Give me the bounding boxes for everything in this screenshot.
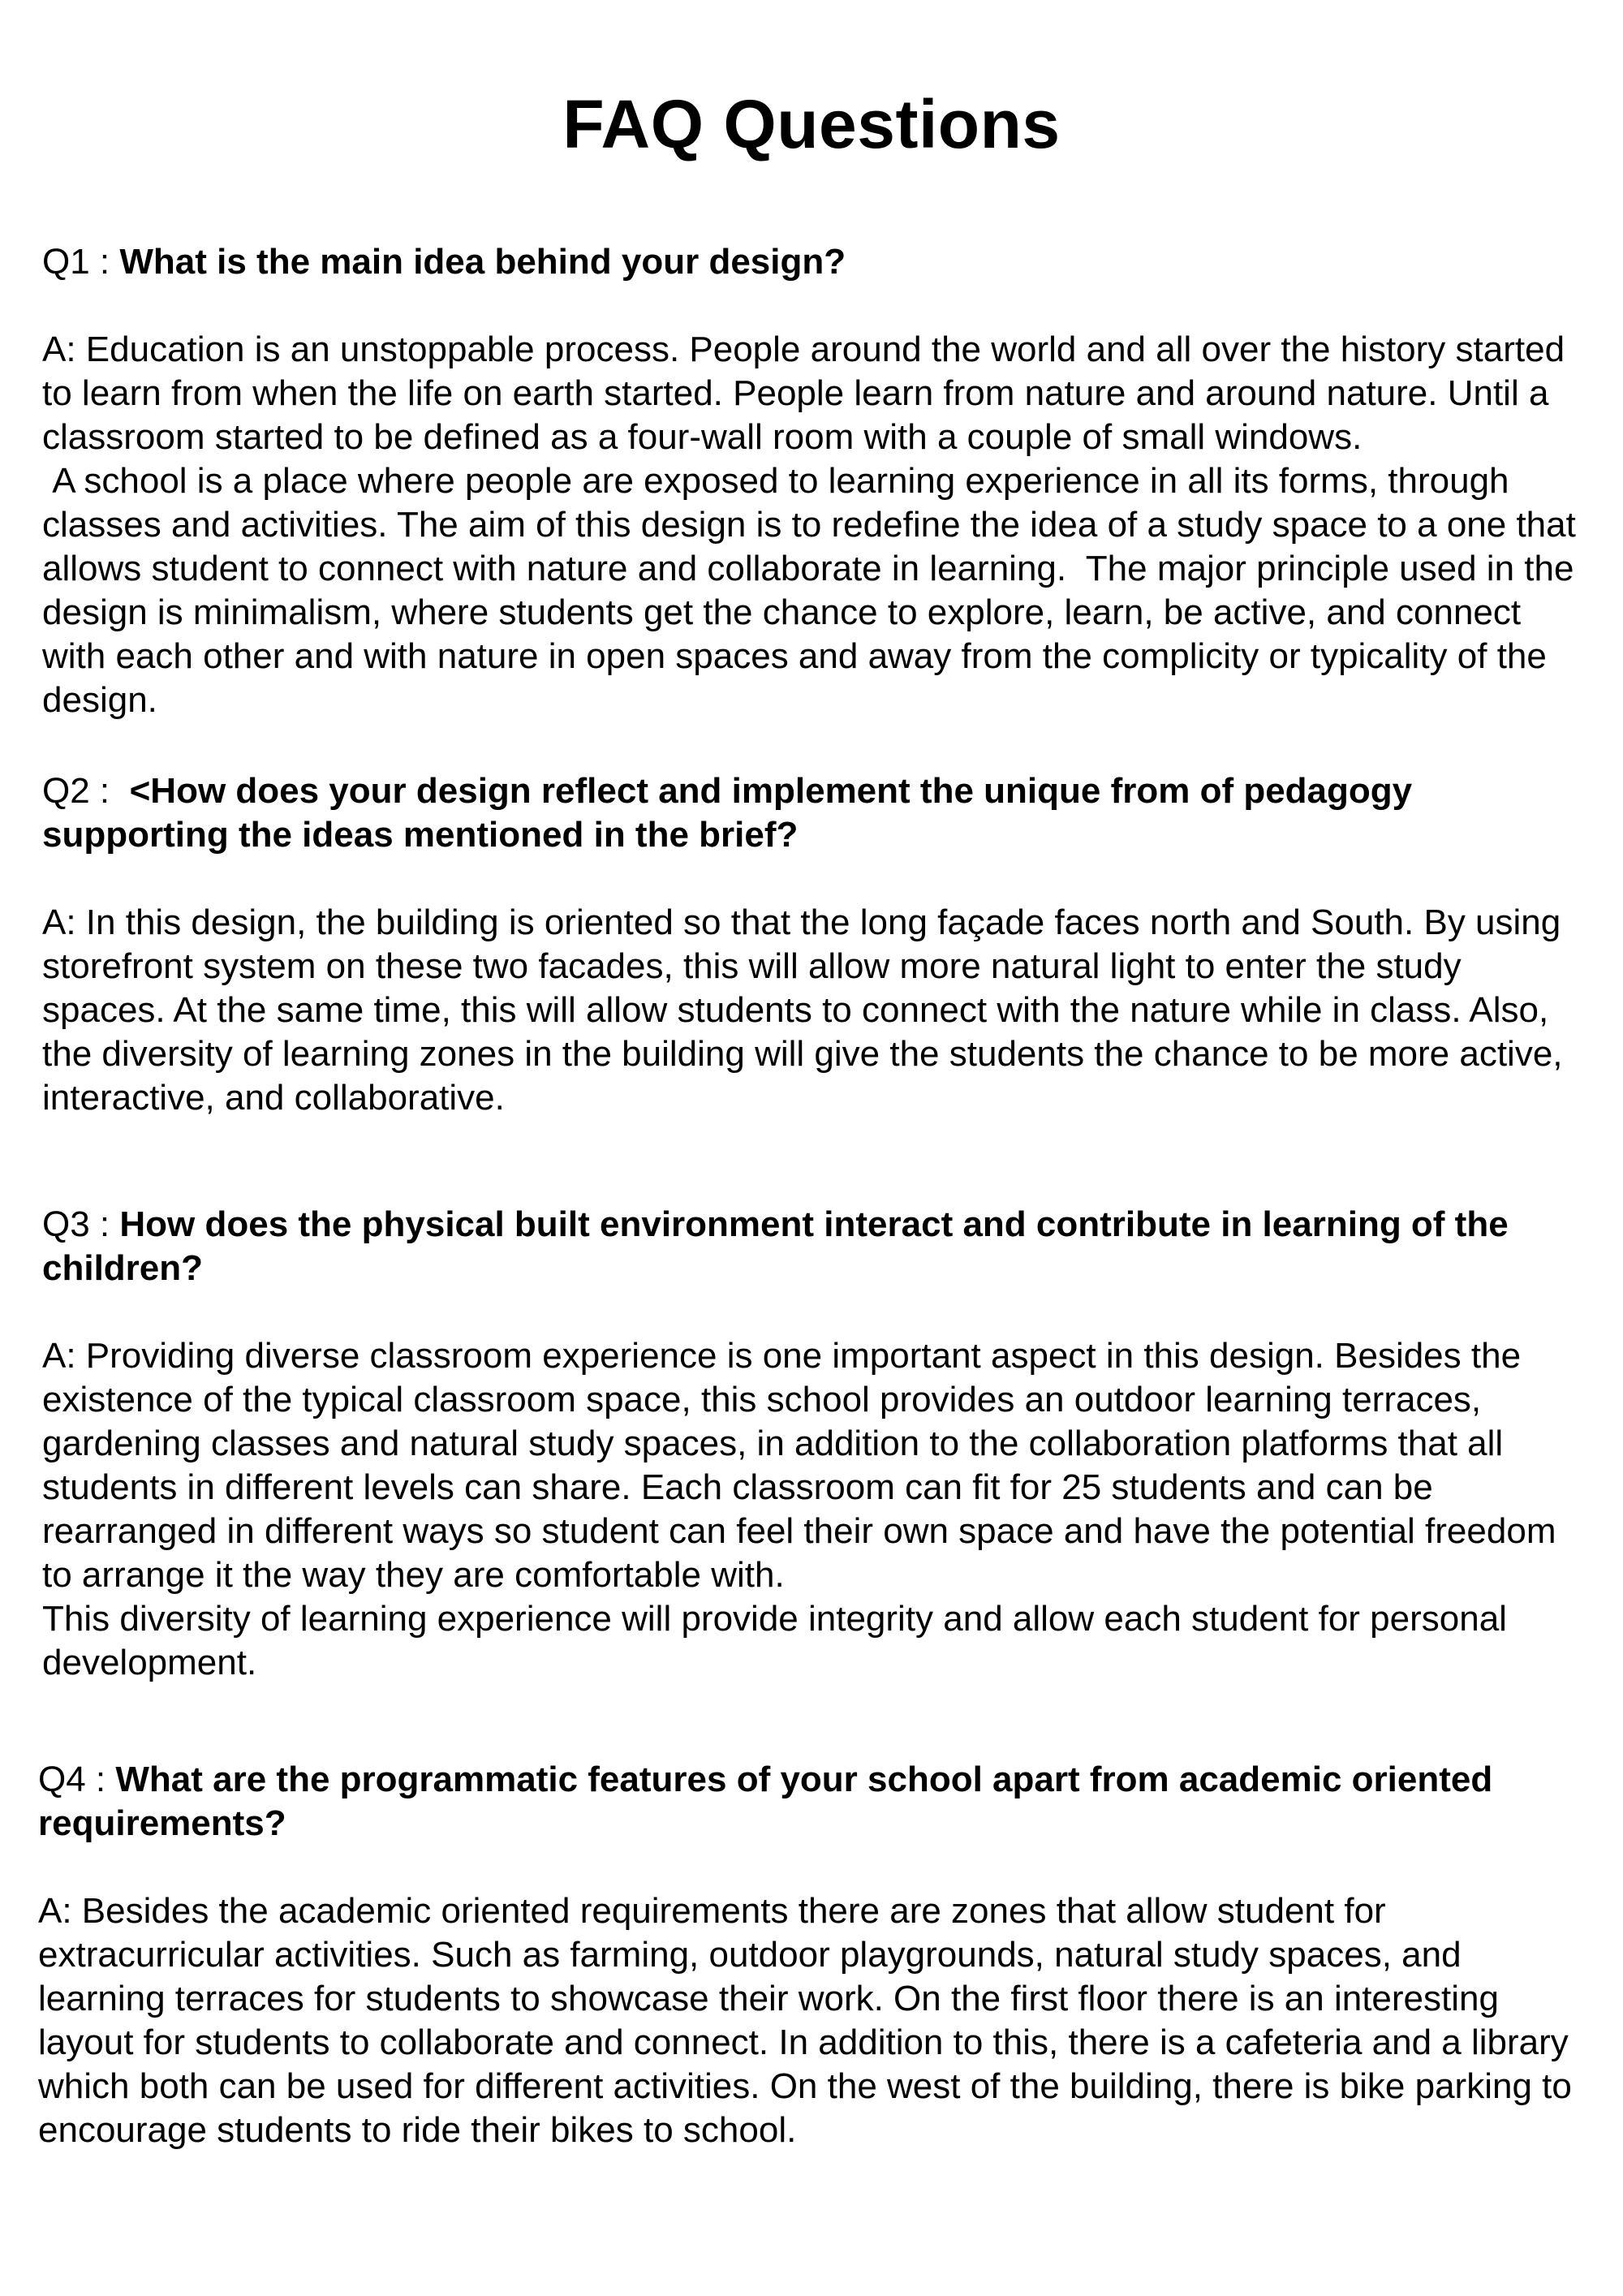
- faq-answer-paragraph: A: In this design, the building is oriented so that the long façade faces north and South. By using storefront system on these two facades, this will allow more natural light to enter the study spaces. At the same time, this will allow students to connect with the nature while in class. Also, the diversity of learning zones in the building will give the students the chance to be more active, interactive, and collaborative.: [42, 902, 1563, 1118]
- faq-question-text: What are the programmatic features of your school apart from academic oriented requirements?: [38, 1760, 1493, 1843]
- faq-item-2: [42, 769, 1584, 1120]
- faq-question-number: Q3 :: [42, 1204, 120, 1244]
- faq-question-text: <How does your design reflect and implement the unique from of pedagogy supporting the ideas mentioned in the brief?: [42, 771, 1413, 855]
- faq-question-number: Q2 :: [42, 771, 130, 811]
- faq-question-2: [42, 769, 1584, 857]
- faq-question-text: What is the main idea behind your design?: [119, 242, 846, 282]
- faq-answer-4: [38, 1889, 1584, 2152]
- faq-question-number: Q4 :: [38, 1760, 116, 1799]
- faq-question-3: [42, 1203, 1584, 1290]
- faq-question-4: [38, 1758, 1584, 1846]
- faq-item-1: [42, 240, 1584, 722]
- faq-answer-paragraph: A: Besides the academic oriented requirements there are zones that allow student for extracurricular activities. Such as farming, outdoor playgrounds, natural study spaces, and learning terraces for students to showcase their work. On the first floor there is an interesting layout for students to collaborate and connect. In addition to this, there is a cafeteria and a library which both can be used for different activities. On the west of the building, there is bike parking to encourage students to ride their bikes to school.: [38, 1891, 1572, 2150]
- faq-question-1: [42, 240, 1584, 284]
- faq-question-number: Q1 :: [42, 242, 120, 282]
- faq-answer-1: [42, 328, 1584, 722]
- faq-answer-paragraph: A: Education is an unstoppable process. People around the world and all over the history started to learn from when the life on earth started. People learn from nature and around nature. Until a classroom started to be defined as a four-wall room with a couple of small windows.: [42, 330, 1565, 457]
- faq-answer-paragraph: This diversity of learning experience will provide integrity and allow each student for personal development.: [42, 1599, 1507, 1682]
- faq-answer-3: [42, 1334, 1584, 1685]
- faq-item-4: [38, 1758, 1584, 2152]
- page-title: FAQ Questions: [562, 86, 1061, 162]
- faq-question-text: How does the physical built environment interact and contribute in learning of the children?: [42, 1204, 1509, 1288]
- faq-answer-paragraph: A school is a place where people are exposed to learning experience in all its forms, through classes and activities. The aim of this design is to redefine the idea of a study space to a one that allows student to connect with nature and collaborate in learning. The major principle used in the design is minimalism, where students get the chance to explore, learn, be active, and connect with each other and with nature in open spaces and away from the complicity or typicality of the design.: [42, 461, 1586, 720]
- faq-answer-2: [42, 901, 1584, 1120]
- faq-item-3: [42, 1203, 1584, 1685]
- faq-answer-paragraph: A: Providing diverse classroom experience is one important aspect in this design. Besides the existence of the typical classroom space, this school provides an outdoor learning terraces, gardening classes and natural study spaces, in addition to the collaboration platforms that all students in different levels can share. Each classroom can fit for 25 students and can be rearranged in different ways so student can feel their own space and have the potential freedom to arrange it the way they are comfortable with.: [42, 1336, 1556, 1595]
